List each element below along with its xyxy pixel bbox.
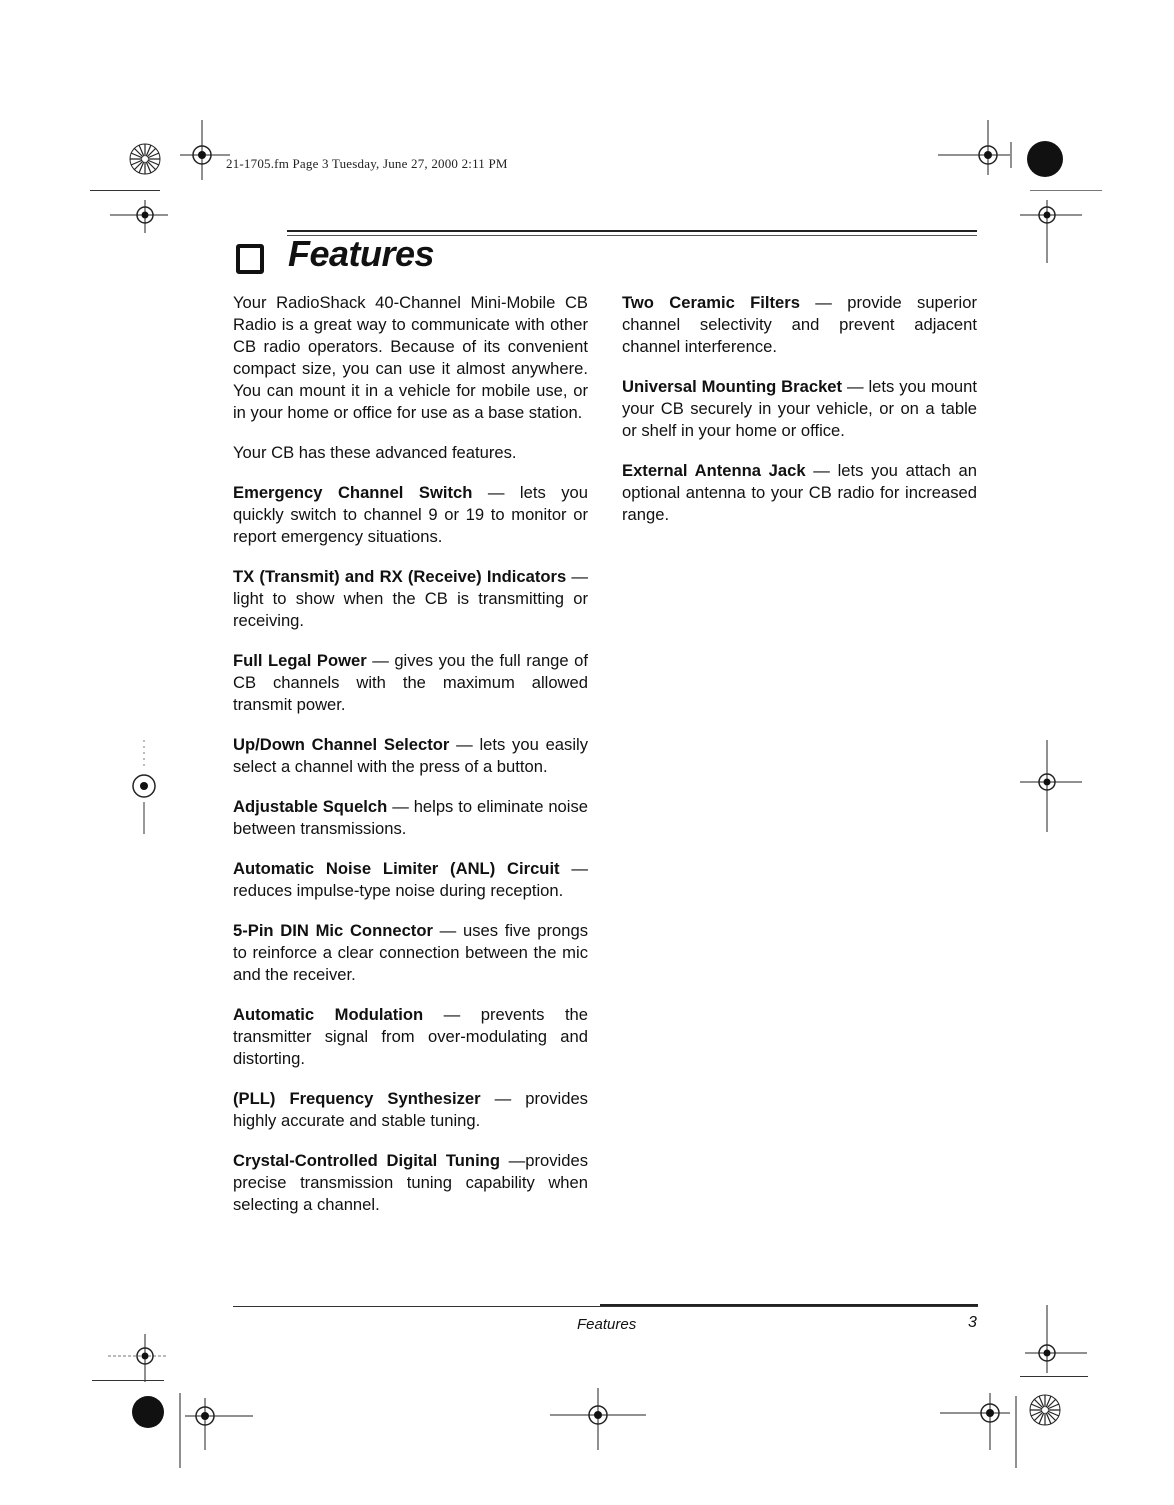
checkbox-square-icon <box>236 244 264 274</box>
footer-section-title: Features <box>577 1316 637 1333</box>
feature-desc: — provides highly accurate and stable tuning. <box>233 1089 588 1130</box>
crosshair-right-middle-icon <box>1020 740 1084 835</box>
feature-item <box>233 920 588 986</box>
feature-term: Two Ceramic Filters <box>622 293 800 312</box>
feature-item <box>622 292 977 358</box>
feature-term: External Antenna Jack <box>622 461 806 480</box>
starburst-registration-icon <box>128 142 162 176</box>
feature-desc: — gives you the full range of CB channels with the maximum allowed transmit power. <box>233 651 588 714</box>
feature-item <box>233 1088 588 1132</box>
feature-desc: — lets you attach an optional antenna to your CB radio for increased range. <box>622 461 977 524</box>
crop-line <box>92 1380 164 1381</box>
right-column <box>622 292 977 544</box>
crosshair-left-lower-icon <box>108 1334 168 1384</box>
feature-desc: — helps to eliminate noise between transmissions. <box>233 797 588 838</box>
feature-term: Automatic Modulation <box>233 1005 424 1024</box>
feature-desc: — uses five prongs to reinforce a clear connection between the mic and the receiver. <box>233 921 589 984</box>
crosshair-top-right-icon <box>938 120 1018 180</box>
left-column <box>233 292 588 1234</box>
feature-item <box>233 796 588 840</box>
crosshair-top-left-icon <box>180 120 230 180</box>
feature-term: Adjustable Squelch <box>233 797 388 816</box>
feature-term: Crystal-Controlled Digital Tuning <box>233 1151 500 1170</box>
crosshair-bottom-left-icon <box>175 1388 255 1470</box>
crosshair-left-upper-icon <box>110 195 170 235</box>
feature-desc: —provides precise transmission tuning capability when selecting a channel. <box>233 1151 588 1214</box>
feature-desc: — reduces impulse-type noise during reception. <box>233 859 588 900</box>
paragraph: Your RadioShack 40-Channel Mini-Mobile CB Radio is a great way to communicate with other CB radio operators. Because of its convenient compact size, you can use it almost anywhere. You can mount it in a vehicle for mobile use, or in your home or office for use as a base station. <box>233 293 588 422</box>
crop-line <box>90 190 160 191</box>
footer-rule-thick <box>600 1304 978 1306</box>
crop-line <box>1020 1376 1088 1377</box>
feature-desc: — light to show when the CB is transmitting or receiving. <box>233 567 588 630</box>
feature-desc: — lets you easily select a channel with the press of a button. <box>233 735 588 776</box>
feature-term: Up/Down Channel Selector <box>233 735 450 754</box>
crosshair-left-middle-icon <box>128 740 162 835</box>
feature-item <box>233 566 588 632</box>
crop-line <box>1030 190 1102 191</box>
feature-term: (PLL) Frequency Synthesizer <box>233 1089 481 1108</box>
feature-term: Emergency Channel Switch <box>233 483 473 502</box>
file-slug: 21-1705.fm Page 3 Tuesday, June 27, 2000 2:11 PM <box>226 156 508 171</box>
feature-term: TX (Transmit) and RX (Receive) Indicators <box>233 567 567 586</box>
feature-item <box>233 734 588 778</box>
paragraph: Your CB has these advanced features. <box>233 443 517 462</box>
feature-item <box>233 1150 588 1216</box>
feature-desc: — provide superior channel selectivity and prevent adjacent channel interference. <box>622 293 977 356</box>
feature-term: Full Legal Power <box>233 651 367 670</box>
feature-desc: — lets you quickly switch to channel 9 or 19 to monitor or report emergency situations. <box>233 483 588 546</box>
feature-term: Automatic Noise Limiter (ANL) Circuit <box>233 859 560 878</box>
crosshair-right-upper-icon <box>1020 195 1084 265</box>
feature-item <box>233 650 588 716</box>
crosshair-bottom-center-icon <box>550 1388 646 1452</box>
page-title: Features <box>288 233 435 274</box>
crosshair-right-lower-icon <box>1025 1305 1089 1375</box>
title-rule <box>287 230 977 232</box>
starburst-registration-icon <box>1028 1393 1062 1427</box>
crosshair-bottom-right-icon <box>940 1388 1020 1470</box>
feature-item <box>622 376 977 442</box>
feature-item <box>233 1004 588 1070</box>
feature-desc: — prevents the transmitter signal from over-modulating and distorting. <box>233 1005 589 1068</box>
feature-item <box>622 460 977 526</box>
page-number: 3 <box>968 1314 977 1331</box>
feature-item <box>233 482 588 548</box>
feature-item <box>233 858 588 902</box>
black-circle-mark <box>132 1396 164 1428</box>
feature-desc: — lets you mount your CB securely in your vehicle, or on a table or shelf in your home or office. <box>622 377 977 440</box>
footer-rule <box>233 1306 978 1307</box>
black-circle-mark <box>1027 141 1063 177</box>
feature-term: 5-Pin DIN Mic Connector <box>233 921 433 940</box>
feature-term: Universal Mounting Bracket <box>622 377 843 396</box>
